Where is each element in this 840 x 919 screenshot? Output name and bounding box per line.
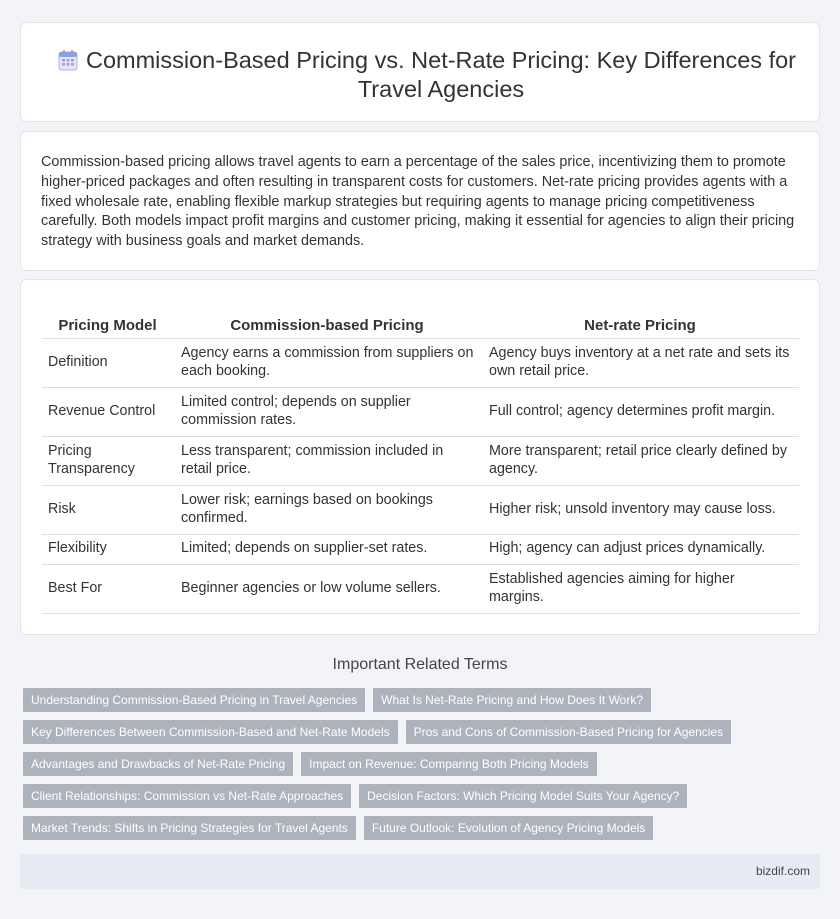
header-card	[20, 22, 820, 122]
net-rate-cell: High; agency can adjust prices dynamically.	[481, 534, 799, 564]
commission-cell: Beginner agencies or low volume sellers.	[173, 564, 481, 613]
table-header-row	[42, 316, 799, 338]
column-header: Net-rate Pricing	[481, 316, 799, 338]
row-label: Flexibility	[42, 534, 173, 564]
net-rate-cell: Full control; agency determines profit margin.	[481, 387, 799, 436]
comparison-card	[20, 279, 820, 635]
calendar-icon	[58, 49, 78, 71]
related-term-tag[interactable]: Pros and Cons of Commission-Based Pricing for Agencies	[406, 720, 731, 744]
net-rate-cell: More transparent; retail price clearly defined by agency.	[481, 436, 799, 485]
row-label: Risk	[42, 485, 173, 534]
footer-bar	[20, 854, 820, 889]
row-label: Revenue Control	[42, 387, 173, 436]
related-terms-heading: Important Related Terms	[332, 656, 508, 673]
comparison-table	[42, 316, 799, 614]
table-row	[42, 436, 799, 485]
page-title: Commission-Based Pricing vs. Net-Rate Pricing: Key Differences for Travel Agencies	[85, 47, 797, 102]
related-term-tag[interactable]: Market Trends: Shifts in Pricing Strategies for Travel Agents	[23, 816, 356, 840]
column-header: Commission-based Pricing	[173, 316, 481, 338]
table-row	[42, 338, 799, 387]
table-row	[42, 564, 799, 613]
related-term-tag[interactable]: Client Relationships: Commission vs Net-Rate Approaches	[23, 784, 351, 808]
table-row	[42, 534, 799, 564]
net-rate-cell: Agency buys inventory at a net rate and sets its own retail price.	[481, 338, 799, 387]
related-term-tag[interactable]: What Is Net-Rate Pricing and How Does It Work?	[373, 688, 651, 712]
related-term-tag[interactable]: Key Differences Between Commission-Based and Net-Rate Models	[23, 720, 398, 744]
site-link[interactable]: bizdif.com	[755, 864, 810, 878]
related-term-tag[interactable]: Impact on Revenue: Comparing Both Pricing Models	[301, 752, 596, 776]
column-header: Pricing Model	[42, 316, 173, 338]
related-terms-list	[23, 688, 813, 848]
row-label: Best For	[42, 564, 173, 613]
related-term-tag[interactable]: Advantages and Drawbacks of Net-Rate Pricing	[23, 752, 293, 776]
title-row	[21, 46, 819, 104]
commission-cell: Agency earns a commission from suppliers on each booking.	[173, 338, 481, 387]
commission-cell: Lower risk; earnings based on bookings confirmed.	[173, 485, 481, 534]
table-row	[42, 387, 799, 436]
related-term-tag[interactable]: Future Outlook: Evolution of Agency Pricing Models	[364, 816, 653, 840]
net-rate-cell: Higher risk; unsold inventory may cause loss.	[481, 485, 799, 534]
row-label: Pricing Transparency	[42, 436, 173, 485]
related-term-tag[interactable]: Decision Factors: Which Pricing Model Suits Your Agency?	[359, 784, 687, 808]
commission-cell: Limited control; depends on supplier commission rates.	[173, 387, 481, 436]
table-row	[42, 485, 799, 534]
commission-cell: Less transparent; commission included in retail price.	[173, 436, 481, 485]
intro-paragraph: Commission-based pricing allows travel agents to earn a percentage of the sales price, incentivizing them to promote higher-priced packages and often resulting in transparent costs for customers. Net-rate pricing provides agents with a fixed wholesale rate, enabling flexible markup strategies but requiring agents to manage pricing competitiveness carefully. Both models impact profit margins and customer pricing, making it essential for agencies to align their pricing strategy with business goals and market demands.	[41, 154, 795, 250]
commission-cell: Limited; depends on supplier-set rates.	[173, 534, 481, 564]
intro-card	[20, 131, 820, 271]
row-label: Definition	[42, 338, 173, 387]
related-term-tag[interactable]: Understanding Commission-Based Pricing in Travel Agencies	[23, 688, 365, 712]
net-rate-cell: Established agencies aiming for higher margins.	[481, 564, 799, 613]
